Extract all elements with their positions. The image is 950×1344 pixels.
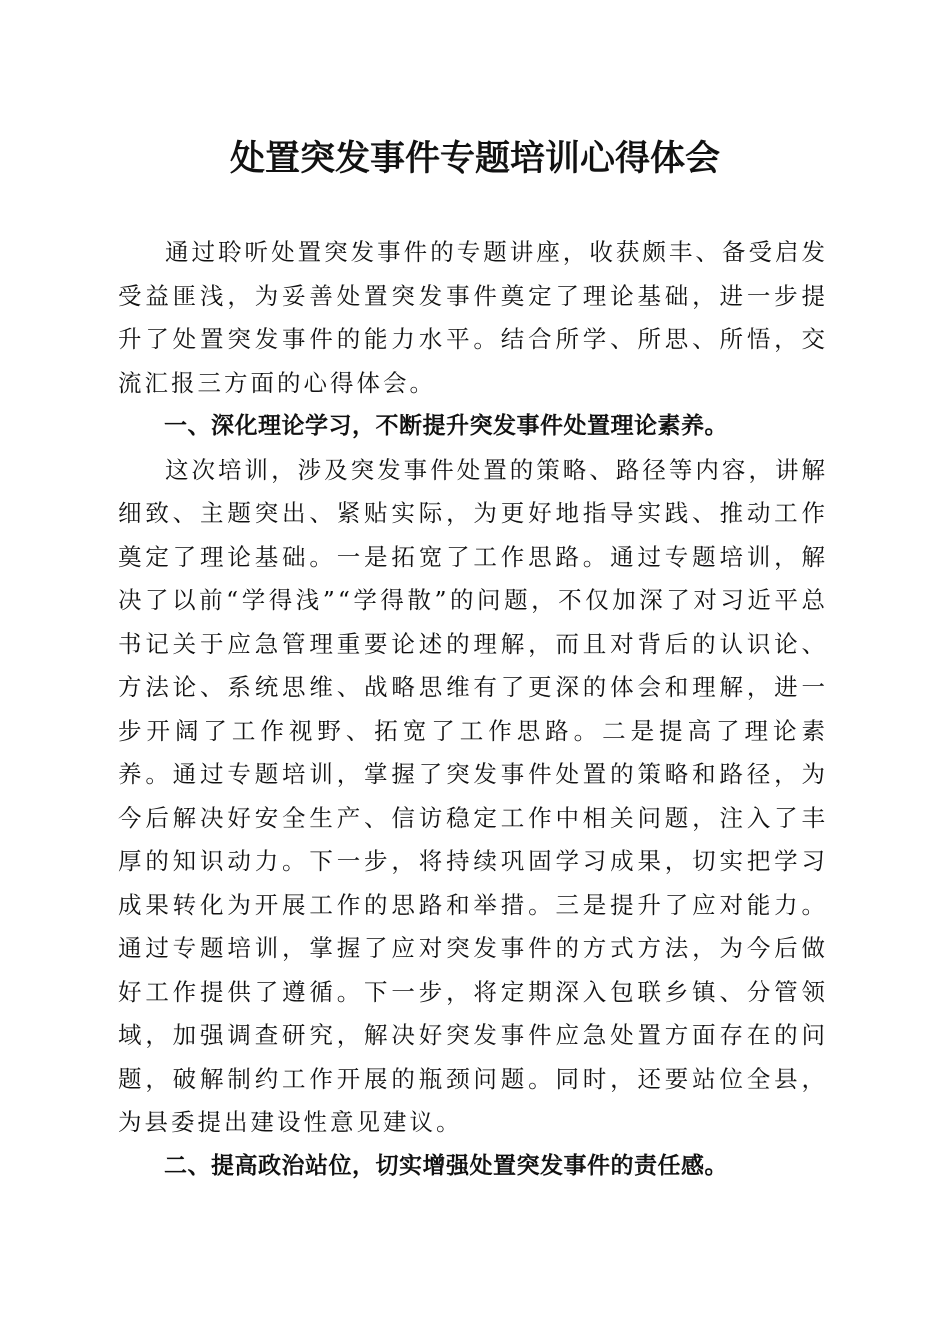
section-2-heading: 二、提高政治站位，切实增强处置突发事件的责任感。 <box>164 1152 728 1179</box>
intro-paragraph: 通过聆听处置突发事件的专题讲座，收获颇丰、备受启发受益匪浅，为妥善处置突发事件奠定了理论基础，进一步提升了处置突发事件的能力水平。结合所学、所思、所悟，交流汇报三方面的心得体会。 <box>118 238 828 397</box>
document-title: 处置突发事件专题培训心得体会 <box>229 138 720 179</box>
section-1-paragraph: 这次培训，涉及突发事件处置的策略、路径等内容，讲解细致、主题突出、紧贴实际，为更好地指导实践、推动工作奠定了理论基础。一是拓宽了工作思路。通过专题培训，解决了以前“学得浅”“学得散”的问题，不仅加深了对习近平总书记关于应急管理重要论述的理解，而且对背后的认识论、方法论、系统思维、战略思维有了更深的体会和理解，进一步开阔了工作视野、拓宽了工作思路。二是提高了理论素养。通过专题培训，掌握了突发事件处置的策略和路径，为今后解决好安全生产、信访稳定工作中相关问题，注入了丰厚的知识动力。下一步，将持续巩固学习成果，切实把学习成果转化为开展工作的思路和举措。三是提升了应对能力。通过专题培训，掌握了应对突发事件的方式方法，为今后做好工作提供了遵循。下一步，将定期深入包联乡镇、分管领域，加强调查研究，解决好突发事件应急处置方面存在的问题，破解制约工作开展的瓶颈问题。同时，还要站位全县，为县委提出建设性意见建议。 <box>118 455 828 1136</box>
section-1-heading: 一、深化理论学习，不断提升突发事件处置理论素养。 <box>164 413 728 439</box>
document-body <box>118 231 828 1188</box>
